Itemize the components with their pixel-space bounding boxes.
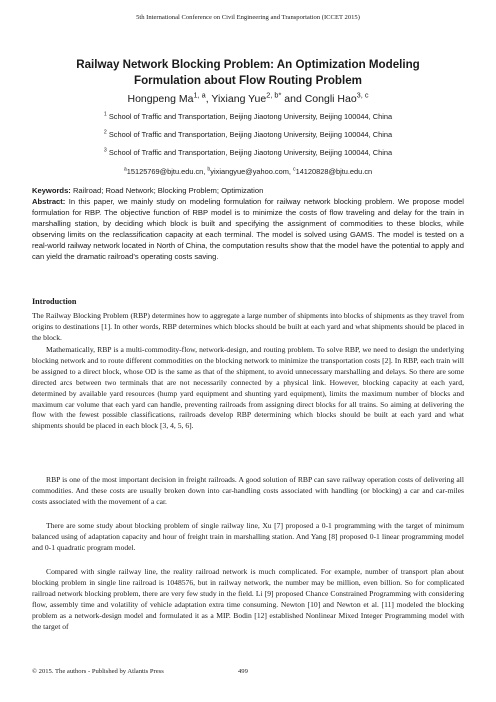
author-affiliation-mark: 1, a bbox=[193, 90, 206, 100]
author-name: Hongpeng Ma bbox=[127, 93, 194, 105]
affiliation-number: 1 bbox=[103, 111, 107, 118]
abstract-label: Abstract: bbox=[32, 197, 66, 206]
email-address[interactable]: 15125769@bjtu.edu.cn, bbox=[126, 167, 208, 176]
author-affiliation-mark: 3, c bbox=[356, 90, 369, 100]
affiliation-number: 3 bbox=[103, 147, 107, 154]
section-heading: Introduction bbox=[32, 297, 77, 306]
email-mark: b bbox=[207, 166, 211, 173]
author-separator: and bbox=[281, 93, 305, 105]
affiliation bbox=[40, 130, 456, 139]
conference-header: 5th International Conference on Civil Engineering and Transportation (ICCET 2015) bbox=[136, 14, 360, 21]
affiliation-text: School of Traffic and Transportation, Beijing Jiaotong University, Beijing 100044, China bbox=[108, 130, 393, 139]
copyright-notice: © 2015. The authors - Published by Atlantis Press bbox=[32, 668, 164, 675]
page-number: 499 bbox=[238, 668, 248, 675]
body-paragraph: RBP is one of the most important decision in freight railroads. A good solution of RBP can save railway operation costs of delivering all commodities. And these costs are usually broken down into car-handling costs associated with handling (or blocking) a car and car-miles costs associated with the movement of a car. bbox=[32, 475, 464, 506]
affiliation-number: 2 bbox=[103, 129, 107, 136]
affiliation bbox=[40, 112, 456, 121]
email-list bbox=[40, 167, 456, 176]
affiliation-text: School of Traffic and Transportation, Beijing Jiaotong University, Beijing 100044, China bbox=[108, 148, 393, 157]
abstract bbox=[32, 197, 464, 262]
email-mark: a bbox=[123, 166, 127, 173]
keywords-label: Keywords: bbox=[32, 186, 71, 195]
paper-title bbox=[40, 57, 456, 88]
author-separator: , bbox=[205, 93, 212, 105]
body-paragraph: There are some study about blocking problem of single railway line, Xu [7] proposed a 0-1 programming with the target of minimum balanced using of adaptation capacity and hour of freight train in marshalling station. And Yang [8] proposed 0-1 linear programming model and 0-1 quadratic program model. bbox=[32, 521, 464, 552]
keywords-text: Railroad; Road Network; Blocking Problem; Optimization bbox=[72, 186, 264, 195]
body-paragraph: The Railway Blocking Problem (RBP) determines how to aggregate a large number of shipments into blocks of shipments as they travel from origins to destinations [1]. In other words, RBP determines which blocks should be built at each yard and what shipments should be placed in the block. bbox=[32, 311, 464, 342]
author-list bbox=[40, 90, 456, 105]
title-line-2: Formulation about Flow Routing Problem bbox=[134, 73, 362, 87]
body-paragraph: Mathematically, RBP is a multi-commodity-flow, network-design, and routing problem. To solve RBP, we need to design the underlying blocking network and to route different commodities on the blocking network to minimize the transportation costs [2]. In RBP, each train will be assigned to a direct block, whose OD is the same as that of the shipment, to avoid unnecessary marshalling and delays. So there are some directed arcs between two terminals that are not necessarily connected by a physical link. However, blocking capacity at each yard, determined by available yard resources (hump yard equipment and shunting yard equipment), limits the maximum number of blocks and maximum car volume that each yard can handle, preventing railroads from assigning direct blocks for all trains. So aiming at delivering the flow with the fewest possible classifications, railroads develop RBP determining which blocks should be built at each yard and what shipments should be placed in each block [3, 4, 5, 6]. bbox=[32, 345, 464, 431]
email-address[interactable]: 14120828@bjtu.edu.cn bbox=[295, 167, 373, 176]
body-paragraph: Compared with single railway line, the reality railroad network is much complicated. For example, number of transport plan about blocking problem in single line railroad is 1048576, but in railway network, the number may be million, even billion. So for complicated railroad network blocking problem, there are very few study in the field. Li [9] proposed Chance Constrained Programming with considering flow, assembly time and volatility of vehicle adaptation extra time consuming. Newton [10] and Newton et al. [11] modeled the blocking problem as a network-design model and formulated it as a MIP. Bodin [12] established Nonlinear Mixed Integer Programming model with the target of bbox=[32, 567, 464, 631]
affiliation-text: School of Traffic and Transportation, Beijing Jiaotong University, Beijing 100044, China bbox=[108, 112, 393, 121]
affiliation bbox=[40, 148, 456, 157]
author-name: Yixiang Yue bbox=[211, 93, 267, 105]
author-affiliation-mark: 2, b* bbox=[266, 90, 282, 100]
abstract-text: In this paper, we mainly study on modeling formulation for railway network blocking problem. We propose model formulation for RBP. The objective function of RBP model is to minimize the costs of flow traveling and delay for the train in marshalling station, by deciding which block is built and specifying the assignment of commodities to these blocks, while observing limits on the reclassification capacity at each terminal. The model is solved using GAMS. The model is tested on a real-world railway network located in North of China, the computation results show that the model have the potential to apply and can yield the dramatic railroad’s operating costs saving. bbox=[32, 197, 464, 261]
keywords bbox=[32, 186, 464, 195]
title-line-1: Railway Network Blocking Problem: An Optimization Modeling bbox=[76, 58, 420, 71]
email-address[interactable]: yixiangyue@yahoo.com, bbox=[210, 167, 293, 176]
email-mark: c bbox=[292, 166, 296, 173]
author-name: Congli Hao bbox=[304, 93, 357, 105]
